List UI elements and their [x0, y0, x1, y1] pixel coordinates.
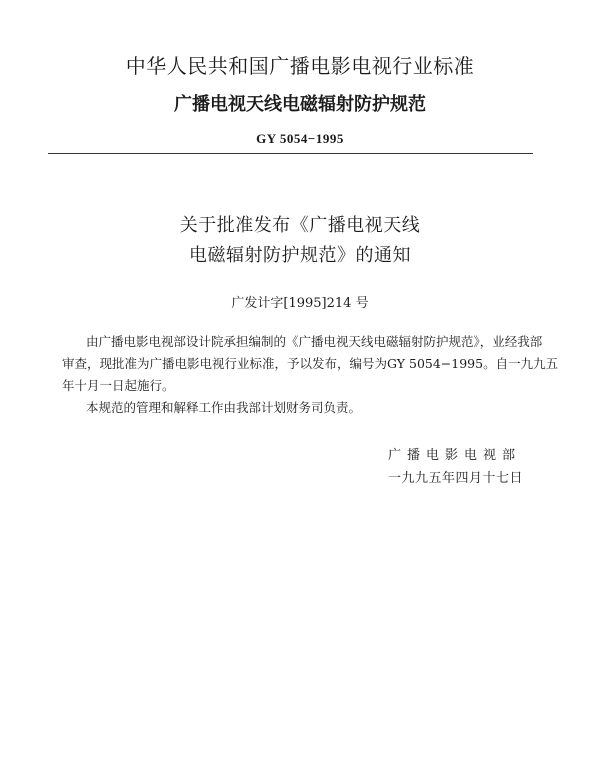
header-divider	[48, 153, 533, 154]
body-paragraph-1-line-3: 年十月一日起施行。	[62, 378, 175, 393]
body-paragraph-2	[62, 397, 542, 419]
document-number: 广发计字[1995]214 号	[231, 296, 369, 311]
standard-issuer-line: 中华人民共和国广播电影电视行业标准	[125, 54, 475, 78]
body-paragraph-1-line-1: 由广播电影电视部设计院承担编制的《广播电视天线电磁辐射防护规范》，业经我部	[86, 334, 543, 349]
notice-title-line2: 电磁辐射防护规范》的通知	[189, 245, 411, 266]
signature-date: 一九九五年四月十七日	[388, 471, 524, 486]
standard-code: GY 5054−1995	[256, 131, 344, 146]
body-paragraph-2-line-1: 本规范的管理和解释工作由我部计划财务司负责。	[86, 400, 362, 415]
signature-organization: 广播电影电视部	[388, 448, 522, 463]
notice-title-line1: 关于批准发布《广播电视天线	[179, 215, 421, 236]
standard-title: 广播电视天线电磁辐射防护规范	[174, 94, 426, 115]
body-paragraph-1	[62, 331, 559, 397]
body-paragraph-1-line-2: 审查，现批准为广播电影电视行业标准，予以发布，编号为GY 5054−1995。自一九九五	[62, 356, 559, 371]
